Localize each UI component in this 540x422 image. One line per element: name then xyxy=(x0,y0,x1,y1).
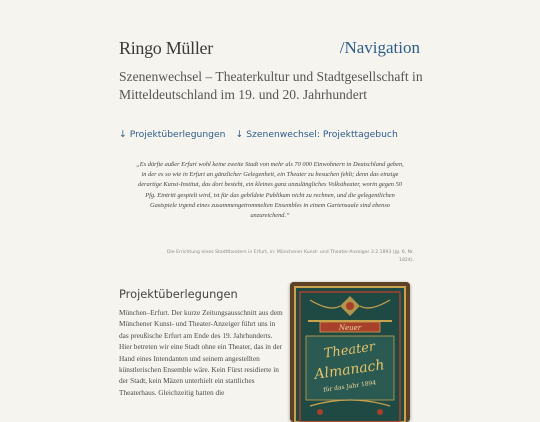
anchor-link-projekttagebuch[interactable] xyxy=(235,129,397,140)
book-title-line2: Theater xyxy=(322,339,377,362)
section-body-text: München–Erfurt. Der kurze Zeitungsausschnitt aus dem Münchener Kunst- und Theater-Anzeiger führt uns in das preußische Erfurt am Ende des 19. Jahrhunderts. Hier betreten wir eine Stadt ohne ein Theater, das in der Hand eines Intendanten und seinem angestellten künstlerischen Ensemble wäre. Kein Fürst residierte in der Stadt, kein Mäzen unterhielt ein stattliches Theaterhaus. Gleichzeitig hatten die xyxy=(119,308,283,397)
section-heading: Projektüberlegungen xyxy=(119,287,238,301)
epigraph-quote: „Es dürfte außer Erfurt wohl keine zweite Stadt von mehr als 70 000 Einwohnern in Deutschland geben, in der es so wie in Erfurt an gänzlicher Gelegenheit, ein Theater zu besuchen fehlt; denn das einzige derartige Kunst-Institut, das dort besteht, ein kleines ganz unzulängliches Volkstheater, worin gegen 50 Pfg. Eintritt gespielt wird, ist für das gebildete Publikum nicht zu rechnen, und die gelegentlichen Gastspiele irgend eines zusammengetrommelten Ensembles in einem Gartensaale sind ebenso unzureichend.“ xyxy=(136,161,404,220)
arrow-down-icon: ↓ xyxy=(235,129,244,140)
anchor-label: Projektüberlegungen xyxy=(129,129,226,140)
anchor-links xyxy=(119,129,398,140)
book-title-line4: für das Jahr 1894 xyxy=(322,379,377,394)
anchor-link-projektueberlegungen[interactable] xyxy=(119,129,225,140)
quote-source: Die Errichtung eines Stadttheaters in Erfurt, in: Münchener Kunst- und Theater-Anzeiger 3.2.1893 (Jg. 6, Nr. 1824). xyxy=(166,250,414,263)
page-headline: Szenenwechsel – Theaterkultur und Stadtgesellschaft in Mitteldeutschland im 19. und 20. Jahrhundert xyxy=(119,69,423,102)
book-title-line3: Almanach xyxy=(313,357,386,383)
site-title[interactable]: Ringo Müller xyxy=(119,38,213,58)
anchor-label: Szenenwechsel: Projekttagebuch xyxy=(246,129,398,140)
navigation-link[interactable]: /Navigation xyxy=(339,38,420,57)
arrow-down-icon: ↓ xyxy=(119,129,127,140)
book-cover-illustration xyxy=(290,282,410,422)
book-cover-image xyxy=(290,282,410,422)
book-title-line1: Neuer xyxy=(338,324,362,332)
